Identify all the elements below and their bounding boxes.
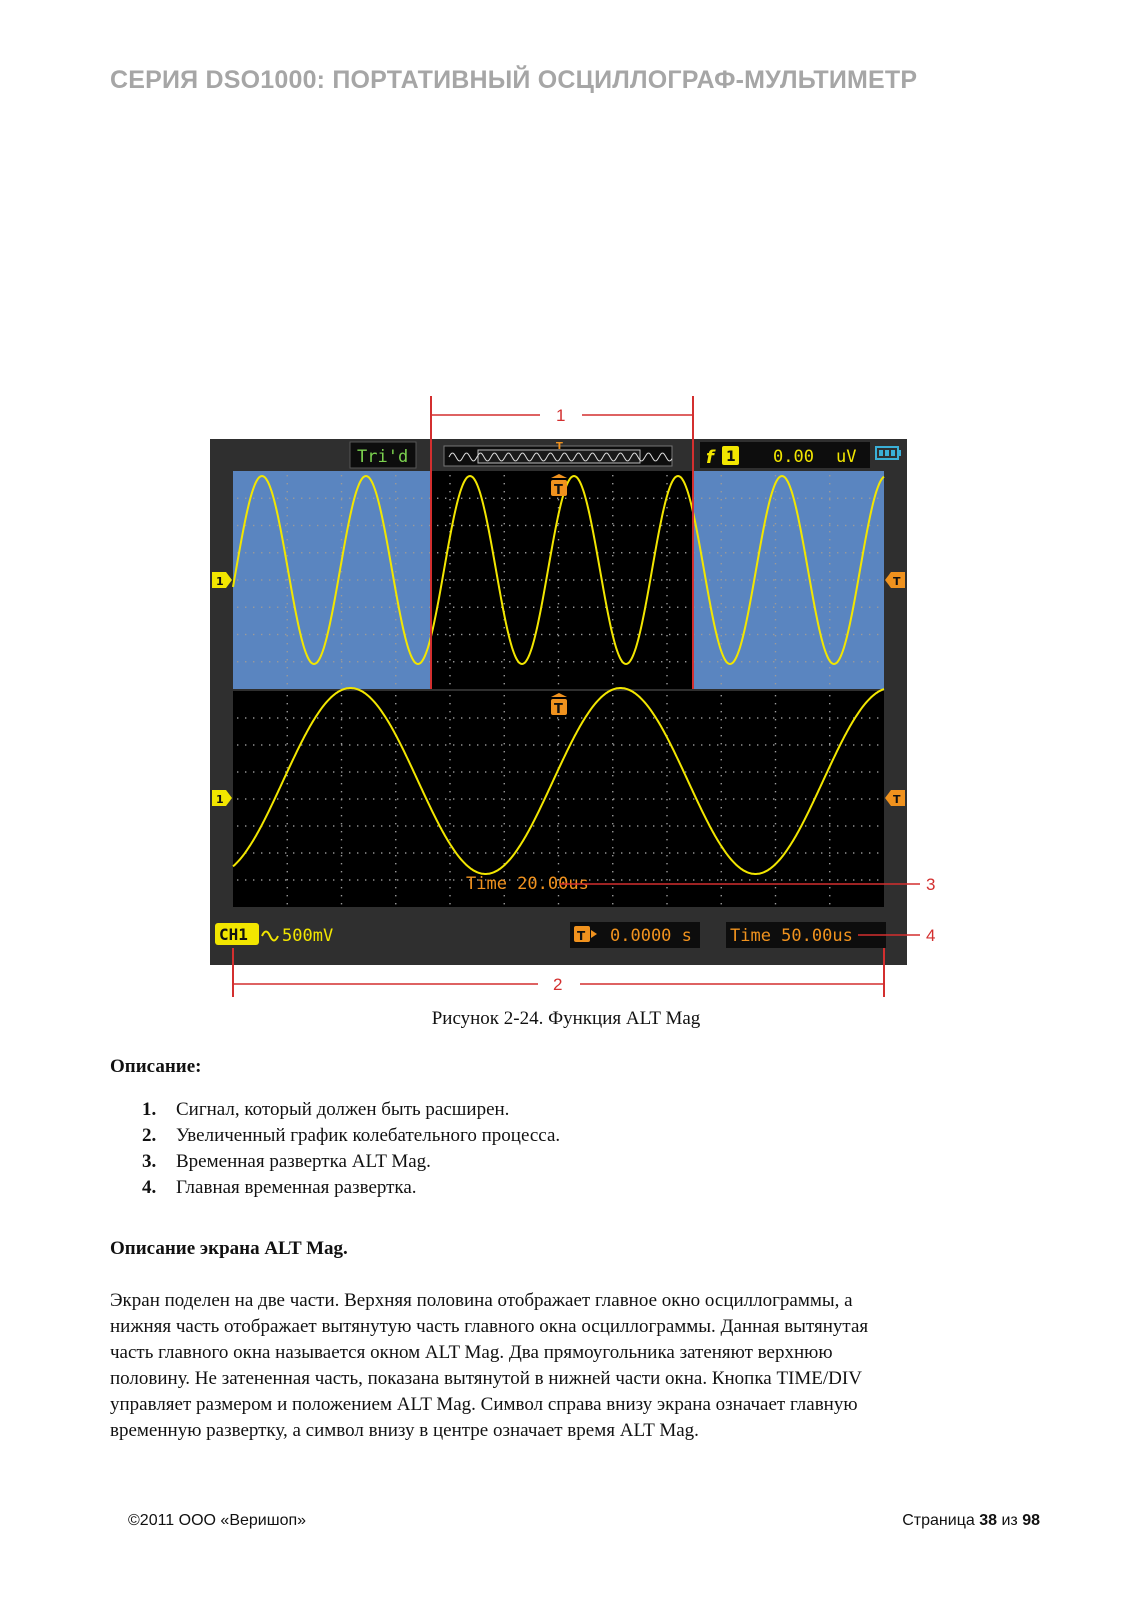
- channel-label: CH1: [219, 925, 248, 944]
- upper-trigger-marker: [551, 474, 567, 498]
- paragraph-line: временную развертку, а символ внизу в центре означает время ALT Mag.: [110, 1420, 699, 1441]
- svg-text:T: T: [577, 929, 586, 943]
- footer-copyright: ©2011 ООО «Веришоп»: [128, 1512, 307, 1529]
- description-list: [110, 1097, 560, 1201]
- callout-4-label: 4: [926, 926, 936, 945]
- paragraph-line: нижняя часть отображает вытянутую часть главного окна осциллограммы. Данная вытянутая: [110, 1316, 869, 1337]
- time-offset: 0.0000 s: [610, 926, 692, 946]
- memory-trigger-marker: T: [556, 441, 563, 452]
- alt-mag-time-readout: Time 20.00us: [466, 874, 589, 894]
- screen-description-text: [110, 1288, 1040, 1444]
- svg-text:1: 1: [216, 793, 224, 806]
- figure-caption: Рисунок 2-24. Функция ALT Mag: [431, 1008, 701, 1029]
- svg-text:T: T: [554, 702, 563, 717]
- callout-1-label: 1: [556, 406, 566, 425]
- screen-description-heading: Описание экрана ALT Mag.: [110, 1238, 348, 1259]
- callout-2-label: 2: [553, 975, 563, 994]
- description-heading: Описание:: [110, 1056, 202, 1077]
- page-header-title: СЕРИЯ DSO1000: ПОРТАТИВНЫЙ ОСЦИЛЛОГРАФ-МУЛЬТИМЕТР: [110, 66, 918, 94]
- paragraph-line: управляет размером и положением ALT Mag. Символ справа внизу экрана означает главную: [110, 1394, 858, 1415]
- lower-trigger-marker: [551, 693, 567, 717]
- paragraph-line: Экран поделен на две части. Верхняя половина отображает главное окно осциллограммы, а: [110, 1290, 853, 1311]
- paragraph-line: часть главного окна называется окном ALT Mag. Два прямоугольника затеняют верхнюю: [110, 1342, 833, 1363]
- channel-scale: 500mV: [282, 926, 334, 946]
- footer-page-number: Страница 38 из 98: [902, 1512, 1040, 1529]
- list-item: 1. Сигнал, который должен быть расширен.: [142, 1099, 510, 1120]
- trigger-status: Tri'd: [357, 447, 409, 467]
- paragraph-line: половину. Не затененная часть, показана вытянутой в нижней части окна. Кнопка TIME/DIV: [110, 1368, 862, 1389]
- trigger-level: 0.00: [773, 447, 814, 467]
- svg-text:T: T: [893, 575, 901, 588]
- list-item: 2. Увеличенный график колебательного процесса.: [142, 1125, 561, 1146]
- trigger-unit: uV: [836, 447, 857, 467]
- svg-text:1: 1: [216, 575, 224, 588]
- trigger-source: 1: [726, 449, 736, 465]
- svg-text:T: T: [893, 793, 901, 806]
- main-time-readout: Time 50.00us: [730, 926, 853, 946]
- list-item: 4. Главная временная развертка.: [142, 1177, 417, 1198]
- shade-left: [233, 471, 431, 689]
- callout-3-label: 3: [926, 875, 936, 894]
- list-item: 3. Временная развертка ALT Mag.: [142, 1151, 431, 1172]
- svg-text:T: T: [554, 483, 563, 498]
- trigger-slope-icon: f: [706, 447, 714, 468]
